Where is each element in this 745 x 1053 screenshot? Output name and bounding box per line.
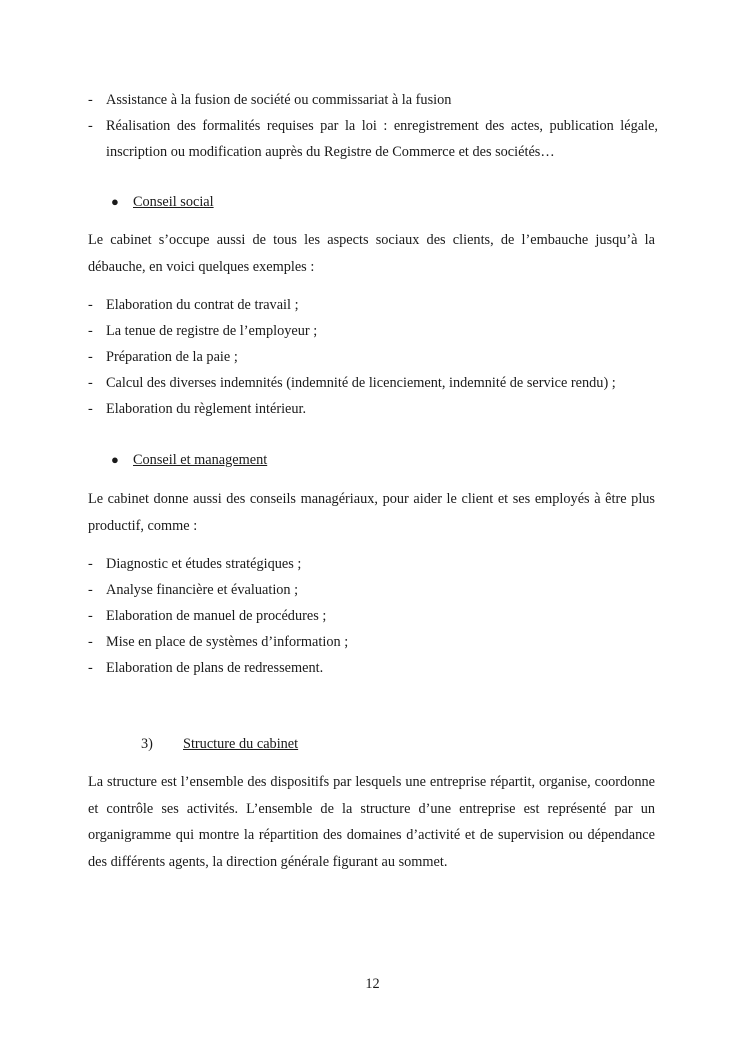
management-heading: ● Conseil et management <box>111 452 268 468</box>
section-title: Structure du cabinet <box>183 736 299 752</box>
page-number: 12 <box>365 976 380 992</box>
social-list <box>88 292 658 422</box>
list-item: - Elaboration du règlement intérieur. <box>88 401 307 417</box>
list-item: - Elaboration du contrat de travail ; <box>88 297 299 313</box>
list-item: - Préparation de la paie ; <box>88 349 238 365</box>
list-item: - Calcul des diverses indemnités (indemnité de licenciement, indemnité de service rendu) ; <box>88 375 616 391</box>
management-list <box>88 551 658 681</box>
formalities-list <box>88 87 658 165</box>
list-item: - Mise en place de systèmes d’information ; <box>88 634 349 650</box>
list-item: - Elaboration de manuel de procédures ; <box>88 608 327 624</box>
social-intro: Le cabinet s’occupe aussi de tous les aspects sociaux des clients, de l’embauche jusqu’à la débauche, en voici quelques exemples : <box>88 232 655 275</box>
list-item: - Analyse financière et évaluation ; <box>88 582 299 598</box>
list-item: - Assistance à la fusion de société ou commissariat à la fusion <box>88 92 452 108</box>
management-intro: Le cabinet donne aussi des conseils managériaux, pour aider le client et ses employés à être plus productif, comme : <box>88 491 655 534</box>
bullet-icon: ● <box>111 194 119 209</box>
bullet-icon: ● <box>111 452 119 467</box>
section-number: 3) <box>141 736 153 752</box>
list-item: - Elaboration de plans de redressement. <box>88 660 324 676</box>
structure-paragraph: La structure est l’ensemble des dispositifs par lesquels une entreprise répartit, organise, coordonne et contrôle ses activités. L’ensemble de la structure d’une entreprise est représenté par un organigramme qui montre la répartition des domaines d’activité et de supervision ou dépendance des différents agents, la direction générale figurant au sommet. <box>88 774 655 870</box>
list-item: - Diagnostic et études stratégiques ; <box>88 556 302 572</box>
list-item: - La tenue de registre de l’employeur ; <box>88 323 318 339</box>
list-item: - Réalisation des formalités requises par la loi : enregistrement des actes, publication légale, inscription ou modification auprès du Registre de Commerce et des sociétés… <box>88 118 658 160</box>
social-heading: ● Conseil social <box>111 194 214 210</box>
section-heading <box>141 734 298 754</box>
